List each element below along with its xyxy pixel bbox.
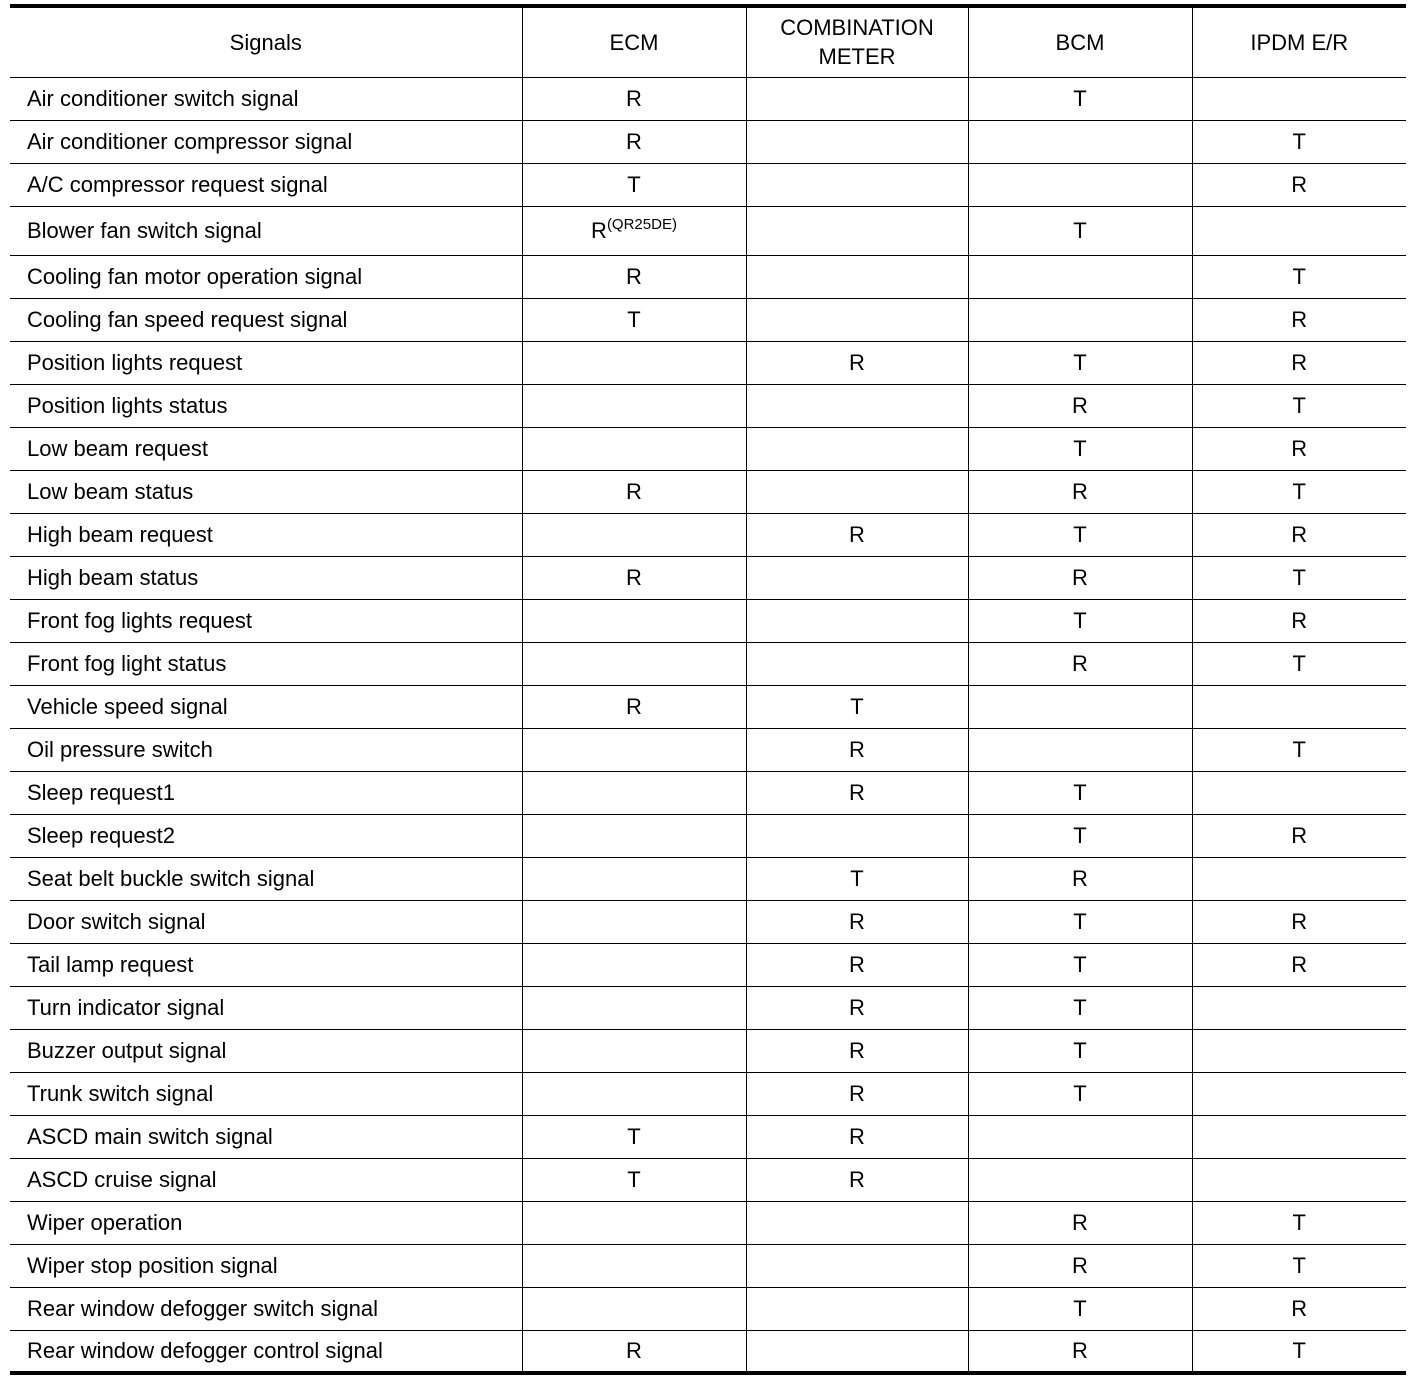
table-row [10, 1115, 1406, 1158]
ecm-cell [522, 120, 746, 163]
signal-name-cell [10, 384, 522, 427]
table-row [10, 470, 1406, 513]
ipdm-er-cell [1192, 900, 1406, 943]
table-row [10, 163, 1406, 206]
table-row [10, 685, 1406, 728]
ipdm-er-cell [1192, 1115, 1406, 1158]
bcm-cell [968, 771, 1192, 814]
combination-meter-cell [746, 1072, 968, 1115]
transmit-receive-value: R [591, 217, 607, 243]
transmit-receive-value: T [1073, 779, 1087, 805]
signal-name: Low beam request [27, 435, 208, 461]
transmit-receive-value: T [1292, 263, 1306, 289]
signal-name: Tail lamp request [27, 951, 194, 977]
combination-meter-cell [746, 857, 968, 900]
signal-name: Seat belt buckle switch signal [27, 865, 315, 891]
ecm-cell [522, 771, 746, 814]
transmit-receive-value: R [1072, 865, 1088, 891]
transmit-receive-value: T [1073, 607, 1087, 633]
combination-meter-cell [746, 986, 968, 1029]
transmit-receive-value: R [849, 951, 865, 977]
transmit-receive-value: R [1072, 1252, 1088, 1278]
table-row [10, 642, 1406, 685]
transmit-receive-value: R [1072, 564, 1088, 590]
ecm-cell [522, 556, 746, 599]
bcm-cell [968, 1029, 1192, 1072]
ecm-cell [522, 943, 746, 986]
bcm-cell [968, 470, 1192, 513]
signal-name-cell [10, 206, 522, 255]
signal-name: Front fog lights request [27, 607, 253, 633]
ecm-cell [522, 599, 746, 642]
transmit-receive-value: R [1291, 607, 1308, 633]
header-bcm: BCM [968, 6, 1192, 77]
signal-name: Sleep request1 [27, 779, 175, 805]
ipdm-er-cell [1192, 1201, 1406, 1244]
transmit-receive-value: T [1073, 521, 1087, 547]
ipdm-er-cell [1192, 556, 1406, 599]
signal-name: Front fog light status [27, 650, 227, 676]
ipdm-er-cell [1192, 298, 1406, 341]
bcm-cell [968, 685, 1192, 728]
combination-meter-cell [746, 685, 968, 728]
combination-meter-cell [746, 255, 968, 298]
combination-meter-cell [746, 1244, 968, 1287]
table-row [10, 943, 1406, 986]
ipdm-er-cell [1192, 1158, 1406, 1201]
bcm-cell [968, 341, 1192, 384]
signal-name-cell [10, 556, 522, 599]
signal-name: Turn indicator signal [27, 994, 225, 1020]
transmit-receive-value: R [626, 128, 642, 154]
bcm-cell [968, 255, 1192, 298]
bcm-cell [968, 857, 1192, 900]
bcm-cell [968, 599, 1192, 642]
ecm-cell [522, 1072, 746, 1115]
ecm-cell [522, 1287, 746, 1330]
signal-name: Position lights status [27, 392, 228, 418]
transmit-receive-value: R [1291, 521, 1308, 547]
transmit-receive-value: R [1291, 822, 1308, 848]
transmit-receive-value: R [1291, 349, 1308, 375]
transmit-receive-value: R [1072, 392, 1088, 418]
table-row [10, 1330, 1406, 1373]
transmit-receive-value: R [849, 1037, 865, 1063]
signal-name-cell [10, 685, 522, 728]
bcm-cell [968, 163, 1192, 206]
combination-meter-cell [746, 728, 968, 771]
combination-meter-cell [746, 513, 968, 556]
transmit-receive-value: R [1291, 908, 1308, 934]
header-ipdm-er: IPDM E/R [1192, 6, 1406, 77]
ecm-cell [522, 298, 746, 341]
transmit-receive-value: T [1073, 1080, 1087, 1106]
signal-name: Oil pressure switch [27, 736, 213, 762]
signal-name-cell [10, 513, 522, 556]
transmit-receive-value: T [1292, 128, 1306, 154]
bcm-cell [968, 1158, 1192, 1201]
transmit-receive-value: R [1291, 951, 1308, 977]
ecm-cell [522, 814, 746, 857]
table-row [10, 814, 1406, 857]
bcm-cell [968, 1072, 1192, 1115]
transmit-receive-value: R [849, 349, 865, 375]
ecm-cell [522, 384, 746, 427]
transmit-receive-value: T [627, 171, 641, 197]
combination-meter-cell [746, 1330, 968, 1373]
signal-name: Cooling fan speed request signal [27, 306, 348, 332]
signal-name: Air conditioner compressor signal [27, 128, 353, 154]
ecm-cell [522, 427, 746, 470]
combination-meter-cell [746, 163, 968, 206]
transmit-receive-value: R [849, 521, 865, 547]
can-signal-table [10, 4, 1406, 1375]
table-row [10, 1287, 1406, 1330]
signal-name: Trunk switch signal [27, 1080, 214, 1106]
transmit-receive-value: T [1073, 994, 1087, 1020]
combination-meter-cell [746, 298, 968, 341]
transmit-receive-value: T [1292, 1337, 1306, 1363]
ipdm-er-cell [1192, 1330, 1406, 1373]
table-row [10, 120, 1406, 163]
signal-name-cell [10, 470, 522, 513]
ipdm-er-cell [1192, 1287, 1406, 1330]
transmit-receive-value: T [1073, 951, 1087, 977]
ecm-cell [522, 1115, 746, 1158]
signal-name: Rear window defogger switch signal [27, 1295, 378, 1321]
signal-name: Rear window defogger control signal [27, 1337, 383, 1363]
combination-meter-cell [746, 814, 968, 857]
bcm-cell [968, 298, 1192, 341]
combination-meter-cell [746, 77, 968, 120]
ipdm-er-cell [1192, 470, 1406, 513]
header-ecm: ECM [522, 6, 746, 77]
signal-name-cell [10, 771, 522, 814]
transmit-receive-value: R [626, 1337, 642, 1363]
header-signals: Signals [10, 6, 522, 77]
transmit-receive-value: T [1292, 736, 1306, 762]
ipdm-er-cell [1192, 599, 1406, 642]
bcm-cell [968, 642, 1192, 685]
signal-name: ASCD cruise signal [27, 1166, 217, 1192]
signal-name-cell [10, 341, 522, 384]
ecm-cell [522, 341, 746, 384]
signal-name-cell [10, 427, 522, 470]
table-row [10, 206, 1406, 255]
ecm-cell [522, 255, 746, 298]
bcm-cell [968, 556, 1192, 599]
ecm-cell [522, 642, 746, 685]
signal-name: ASCD main switch signal [27, 1123, 273, 1149]
transmit-receive-value: R [1072, 478, 1088, 504]
transmit-receive-value: R [849, 779, 865, 805]
signal-name-cell [10, 599, 522, 642]
signal-name: Position lights request [27, 349, 243, 375]
bcm-cell [968, 1201, 1192, 1244]
transmit-receive-value: T [1292, 650, 1306, 676]
transmit-receive-value: R [1291, 171, 1308, 197]
ipdm-er-cell [1192, 163, 1406, 206]
header-combination-meter [746, 6, 968, 77]
table-row [10, 298, 1406, 341]
ecm-cell [522, 1029, 746, 1072]
ipdm-er-cell [1192, 728, 1406, 771]
table-row [10, 728, 1406, 771]
ecm-cell [522, 986, 746, 1029]
ipdm-er-cell [1192, 513, 1406, 556]
transmit-receive-value: R [1291, 306, 1308, 332]
ipdm-er-cell [1192, 341, 1406, 384]
signal-table-container [10, 4, 1406, 1375]
transmit-receive-value: T [1073, 85, 1087, 111]
table-row [10, 513, 1406, 556]
ecm-cell [522, 1330, 746, 1373]
transmit-receive-value: T [1073, 1037, 1087, 1063]
transmit-receive-value: R [626, 564, 642, 590]
transmit-receive-value: R [849, 1123, 865, 1149]
transmit-receive-value: T [1292, 392, 1306, 418]
combination-meter-cell [746, 1201, 968, 1244]
ipdm-er-cell [1192, 77, 1406, 120]
transmit-receive-value: R [849, 908, 865, 934]
ecm-cell [522, 1201, 746, 1244]
transmit-receive-value: T [627, 1123, 641, 1149]
transmit-receive-value: R [1291, 435, 1308, 461]
signal-name-cell [10, 1072, 522, 1115]
transmit-receive-value: R [1291, 1295, 1308, 1321]
bcm-cell [968, 900, 1192, 943]
signal-name: Buzzer output signal [27, 1037, 227, 1063]
ipdm-er-cell [1192, 1029, 1406, 1072]
signal-name: Wiper operation [27, 1209, 183, 1235]
table-row [10, 255, 1406, 298]
combination-meter-cell [746, 206, 968, 255]
transmit-receive-value: R [849, 994, 865, 1020]
ipdm-er-cell [1192, 642, 1406, 685]
table-row [10, 900, 1406, 943]
ipdm-er-cell [1192, 120, 1406, 163]
combination-meter-cell [746, 470, 968, 513]
transmit-receive-value: T [1073, 435, 1087, 461]
table-row [10, 341, 1406, 384]
bcm-cell [968, 1244, 1192, 1287]
signal-name-cell [10, 1201, 522, 1244]
table-row [10, 857, 1406, 900]
table-body [10, 77, 1406, 1373]
table-row [10, 556, 1406, 599]
transmit-receive-value: T [627, 1166, 641, 1192]
bcm-cell [968, 120, 1192, 163]
combination-meter-cell [746, 1029, 968, 1072]
bcm-cell [968, 1115, 1192, 1158]
bcm-cell [968, 1330, 1192, 1373]
transmit-receive-value: R [849, 1080, 865, 1106]
combination-meter-cell [746, 1115, 968, 1158]
ipdm-er-cell [1192, 1072, 1406, 1115]
transmit-receive-value: T [1073, 1295, 1087, 1321]
signal-name-cell [10, 900, 522, 943]
transmit-receive-value: T [1073, 908, 1087, 934]
signal-name: Wiper stop position signal [27, 1252, 278, 1278]
transmit-receive-value: T [1073, 217, 1087, 243]
transmit-receive-value: R [626, 693, 642, 719]
bcm-cell [968, 986, 1192, 1029]
table-row [10, 1201, 1406, 1244]
signal-name-cell [10, 642, 522, 685]
signal-name: High beam status [27, 564, 199, 590]
signal-name: Vehicle speed signal [27, 693, 228, 719]
signal-name-cell [10, 1158, 522, 1201]
table-header [10, 6, 1406, 77]
ipdm-er-cell [1192, 685, 1406, 728]
combination-meter-cell [746, 384, 968, 427]
ecm-cell [522, 163, 746, 206]
combination-meter-cell [746, 427, 968, 470]
signal-name-cell [10, 77, 522, 120]
combination-meter-cell [746, 599, 968, 642]
ipdm-er-cell [1192, 857, 1406, 900]
signal-name-cell [10, 1029, 522, 1072]
ecm-cell [522, 206, 746, 255]
signal-name-cell [10, 1287, 522, 1330]
transmit-receive-value: T [1292, 1252, 1306, 1278]
ecm-cell [522, 1158, 746, 1201]
table-row [10, 77, 1406, 120]
combination-meter-cell [746, 943, 968, 986]
bcm-cell [968, 427, 1192, 470]
ecm-cell [522, 857, 746, 900]
engine-variant-footnote: (QR25DE) [606, 215, 677, 233]
combination-meter-cell [746, 642, 968, 685]
bcm-cell [968, 77, 1192, 120]
table-row [10, 986, 1406, 1029]
transmit-receive-value: R [626, 85, 642, 111]
combination-meter-cell [746, 556, 968, 599]
ipdm-er-cell [1192, 427, 1406, 470]
combination-meter-cell [746, 1287, 968, 1330]
signal-name: Cooling fan motor operation signal [27, 263, 363, 289]
table-row [10, 1072, 1406, 1115]
signal-name-cell [10, 943, 522, 986]
combination-meter-cell [746, 771, 968, 814]
signal-name-cell [10, 255, 522, 298]
header-combination-meter-line1: COMBINATION [780, 15, 934, 41]
signal-name: A/C compressor request signal [27, 171, 328, 197]
ipdm-er-cell [1192, 986, 1406, 1029]
transmit-receive-value: T [1073, 349, 1087, 375]
transmit-receive-value: T [850, 693, 864, 719]
transmit-receive-value: T [1292, 1209, 1306, 1235]
ipdm-er-cell [1192, 384, 1406, 427]
transmit-receive-value: R [849, 1166, 865, 1192]
ecm-cell [522, 728, 746, 771]
signal-name-cell [10, 298, 522, 341]
combination-meter-cell [746, 341, 968, 384]
transmit-receive-value: R [849, 736, 865, 762]
combination-meter-cell [746, 120, 968, 163]
ecm-cell [522, 513, 746, 556]
signal-name-cell [10, 120, 522, 163]
signal-name: Door switch signal [27, 908, 206, 934]
bcm-cell [968, 814, 1192, 857]
transmit-receive-value: R [626, 263, 642, 289]
ecm-cell [522, 77, 746, 120]
signal-name: High beam request [27, 521, 213, 547]
signal-name-cell [10, 1330, 522, 1373]
signal-name-cell [10, 728, 522, 771]
table-row [10, 427, 1406, 470]
transmit-receive-value: T [1292, 478, 1306, 504]
transmit-receive-value: T [1292, 564, 1306, 590]
combination-meter-cell [746, 900, 968, 943]
transmit-receive-value: R [1072, 650, 1088, 676]
ipdm-er-cell [1192, 255, 1406, 298]
table-row [10, 1244, 1406, 1287]
transmit-receive-value: T [850, 865, 864, 891]
transmit-receive-value: R [1072, 1337, 1088, 1363]
ecm-cell [522, 685, 746, 728]
bcm-cell [968, 384, 1192, 427]
table-row [10, 1029, 1406, 1072]
transmit-receive-value: T [1073, 822, 1087, 848]
header-combination-meter-line2: METER [818, 44, 896, 70]
table-row [10, 384, 1406, 427]
ecm-cell [522, 1244, 746, 1287]
signal-name: Blower fan switch signal [27, 217, 262, 243]
table-row [10, 599, 1406, 642]
transmit-receive-value: T [627, 306, 641, 332]
signal-name: Air conditioner switch signal [27, 85, 299, 111]
bcm-cell [968, 728, 1192, 771]
ipdm-er-cell [1192, 943, 1406, 986]
signal-name-cell [10, 814, 522, 857]
ecm-cell [522, 470, 746, 513]
table-row [10, 771, 1406, 814]
table-row [10, 1158, 1406, 1201]
ipdm-er-cell [1192, 771, 1406, 814]
bcm-cell [968, 1287, 1192, 1330]
signal-name-cell [10, 1244, 522, 1287]
ipdm-er-cell [1192, 814, 1406, 857]
transmit-receive-value: R [1072, 1209, 1088, 1235]
signal-name-cell [10, 1115, 522, 1158]
ipdm-er-cell [1192, 1244, 1406, 1287]
signal-name-cell [10, 986, 522, 1029]
signal-name-cell [10, 163, 522, 206]
bcm-cell [968, 206, 1192, 255]
combination-meter-cell [746, 1158, 968, 1201]
header-row [10, 6, 1406, 77]
bcm-cell [968, 943, 1192, 986]
signal-name: Sleep request2 [27, 822, 175, 848]
signal-name: Low beam status [27, 478, 194, 504]
ecm-cell [522, 900, 746, 943]
signal-name-cell [10, 857, 522, 900]
transmit-receive-value: R [626, 478, 642, 504]
bcm-cell [968, 513, 1192, 556]
ipdm-er-cell [1192, 206, 1406, 255]
